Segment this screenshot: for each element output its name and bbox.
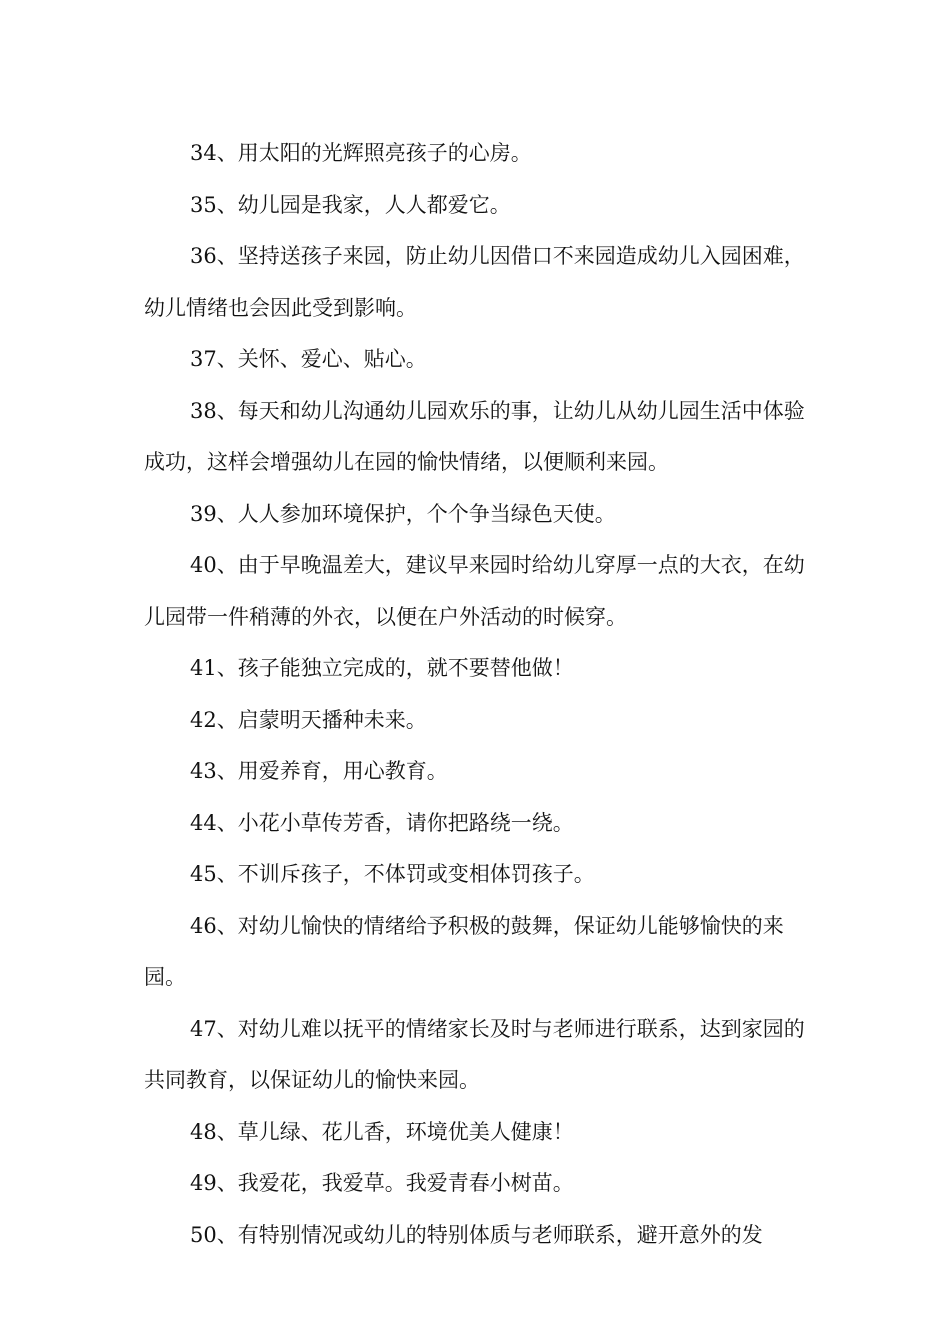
paragraph-49: 49、我爱花，我爱草。我爱青春小树苗。 — [190, 1171, 574, 1195]
paragraph-34: 34、用太阳的光辉照亮孩子的心房。 — [190, 141, 532, 165]
paragraph-47: 47、对幼儿难以抚平的情绪家长及时与老师进行联系，达到家园的共同教育，以保证幼儿的愉快来园。 — [144, 1016, 805, 1092]
paragraph-45: 45、不训斥孩子，不体罚或变相体罚孩子。 — [190, 862, 595, 886]
paragraph-40: 40、由于早晚温差大，建议早来园时给幼儿穿厚一点的大衣，在幼儿园带一件稍薄的外衣，以便在户外活动的时候穿。 — [144, 553, 805, 629]
paragraph-36: 36、坚持送孩子来园，防止幼儿因借口不来园造成幼儿入园困难，幼儿情绪也会因此受到影响。 — [144, 244, 805, 320]
paragraph-37: 37、关怀、爱心、贴心。 — [190, 347, 427, 371]
paragraph-43: 43、用爱养育，用心教育。 — [190, 759, 448, 783]
paragraph-35: 35、幼儿园是我家，人人都爱它。 — [190, 192, 511, 217]
paragraph-41: 41、孩子能独立完成的，就不要替他做！ — [190, 656, 574, 680]
paragraph-46: 46、对幼儿愉快的情绪给予积极的鼓舞，保证幼儿能够愉快的来园。 — [144, 913, 784, 989]
paragraph-48: 48、草儿绿、花儿香，环境优美人健康！ — [190, 1119, 574, 1144]
paragraph-38: 38、每天和幼儿沟通幼儿园欢乐的事，让幼儿从幼儿园生活中体验成功，这样会增强幼儿在园的愉快情绪，以便顺利来园。 — [144, 398, 805, 474]
paragraph-50: 50、有特别情况或幼儿的特别体质与老师联系，避开意外的发 — [190, 1222, 763, 1247]
paragraph-42: 42、启蒙明天播种未来。 — [190, 707, 427, 732]
paragraph-44: 44、小花小草传芳香，请你把路绕一绕。 — [190, 810, 574, 835]
document-body — [144, 128, 814, 1261]
paragraph-39: 39、人人参加环境保护，个个争当绿色天使。 — [190, 501, 616, 526]
